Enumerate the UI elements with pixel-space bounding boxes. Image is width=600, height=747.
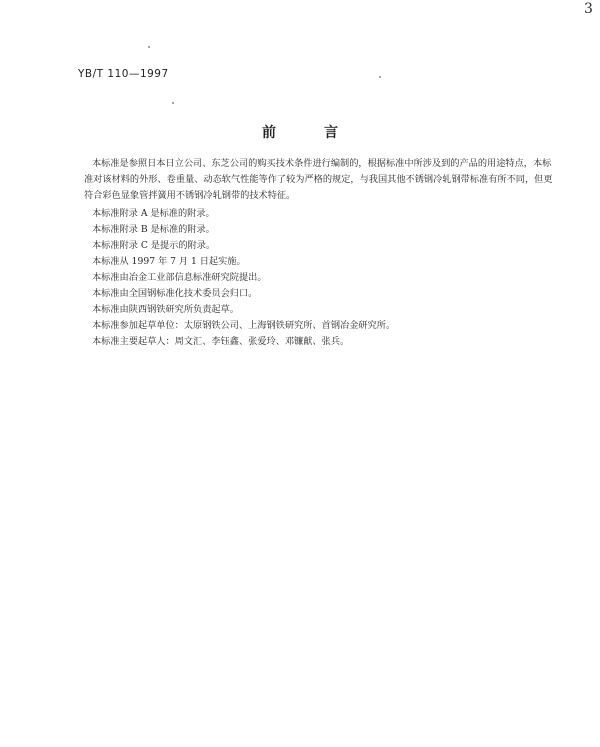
scan-speck	[379, 76, 381, 78]
foreword-line: 本标准从 1997 年 7 月 1 日起实施。	[92, 256, 246, 267]
page-corner-mark: 3	[584, 1, 593, 17]
foreword-line: 本标准由全国钢标准化技术委员会归口。	[92, 288, 258, 299]
standard-code: YB/T 110—1997	[78, 68, 169, 80]
foreword-paragraph: 本标准是参照日本日立公司、东芝公司的购买技术条件进行编制的，根据标准中所涉及到的产品的用途特点，本标准对该材料的外形、卷重量、动态软气性能等作了较为严格的规定，与我国其他不锈钢冷轧钢带标准有所不同，但更符合彩色显象管拌簧用不锈钢冷轧钢带的技术特征。	[84, 158, 553, 201]
foreword-line: 本标准由冶金工业部信息标准研究院提出。	[92, 272, 267, 283]
scan-speck	[172, 102, 174, 104]
foreword-line: 本标准由陕西钢铁研究所负责起草。	[92, 304, 239, 315]
page-title: 前言	[262, 125, 386, 141]
foreword-line: 本标准附录 C 是提示的附录。	[92, 240, 216, 251]
foreword-line: 本标准参加起草单位：太原钢铁公司、上海钢铁研究所、首钢冶金研究所。	[92, 320, 396, 331]
foreword-line: 本标准附录 A 是标准的附录。	[92, 208, 215, 219]
foreword-line: 本标准附录 B 是标准的附录。	[92, 224, 215, 235]
scan-speck	[148, 46, 150, 48]
foreword-line: 本标准主要起草人：周文汇、李钰鑫、张爱玲、邓镰献、张兵。	[92, 336, 350, 347]
